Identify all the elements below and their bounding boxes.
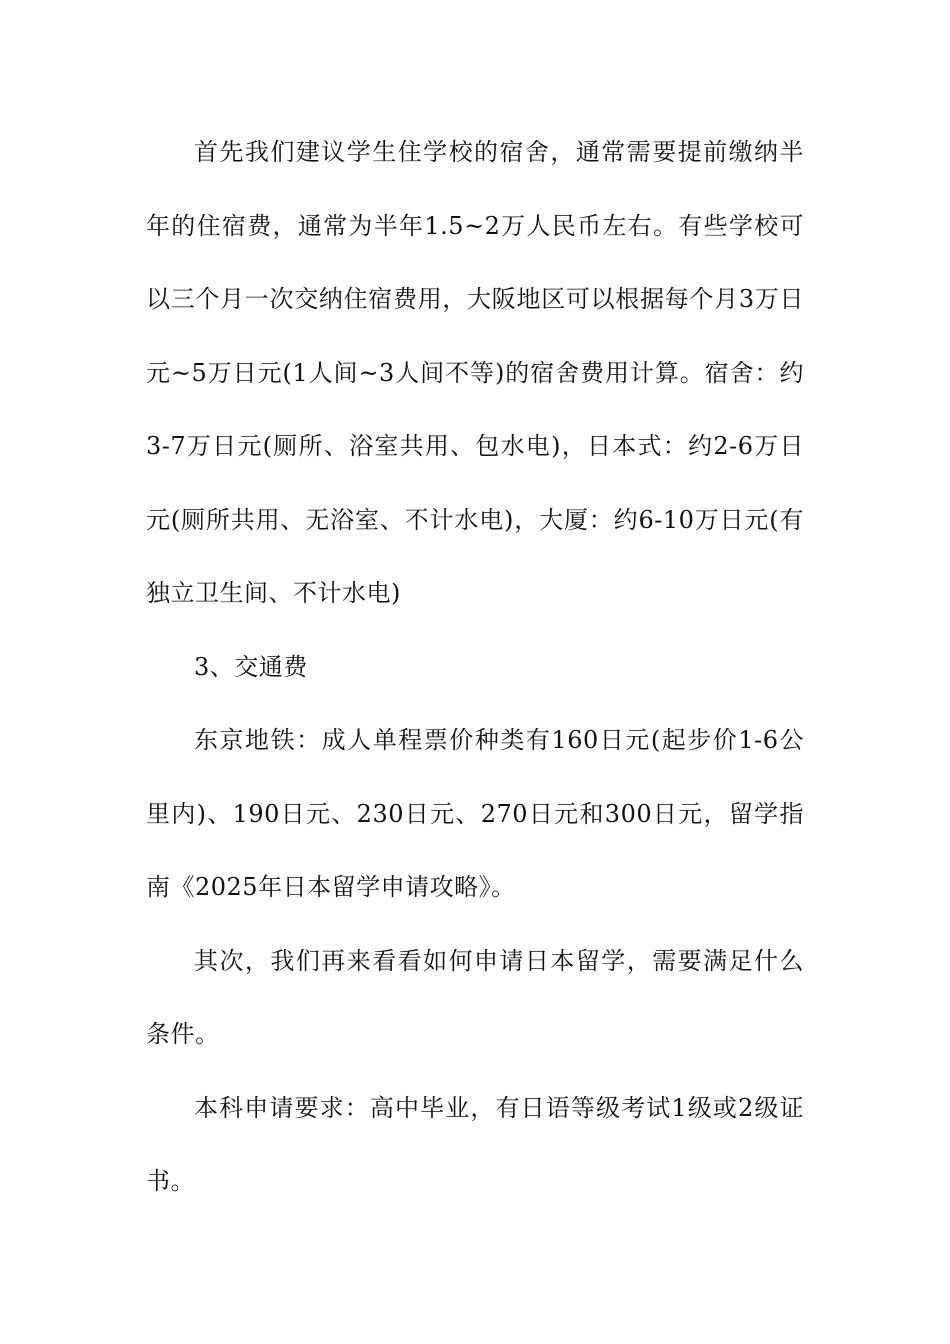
paragraph-tokyo-subway: 东京地铁：成人单程票价种类有160日元(起步价1-6公里内)、190日元、230日元、270日元和300日元，留学指南《2025年日本留学申请攻略》。 (146, 726, 804, 901)
paragraph-application-intro: 其次，我们再来看看如何申请日本留学，需要满足什么条件。 (146, 946, 804, 1048)
section-heading-transport: 3、交通费 (194, 652, 308, 681)
paragraph-accommodation: 首先我们建议学生住学校的宿舍，通常需要提前缴纳半年的住宿费，通常为半年1.5~2万人民币左右。有些学校可以三个月一次交纳住宿费用，大阪地区可以根据每个月3万日元~5万日元(1人间~3人间不等)的宿舍费用计算。宿舍：约3-7万日元(厕所、浴室共用、包水电)，日本式：约2-6万日元(厕所共用、无浴室、不计水电)，大厦：约6-10万日元(有独立卫生间、不计水电) (146, 138, 804, 607)
paragraph-undergraduate-requirements: 本科申请要求：高中毕业，有日语等级考试1级或2级证书。 (146, 1093, 804, 1195)
document-body (146, 116, 804, 1219)
